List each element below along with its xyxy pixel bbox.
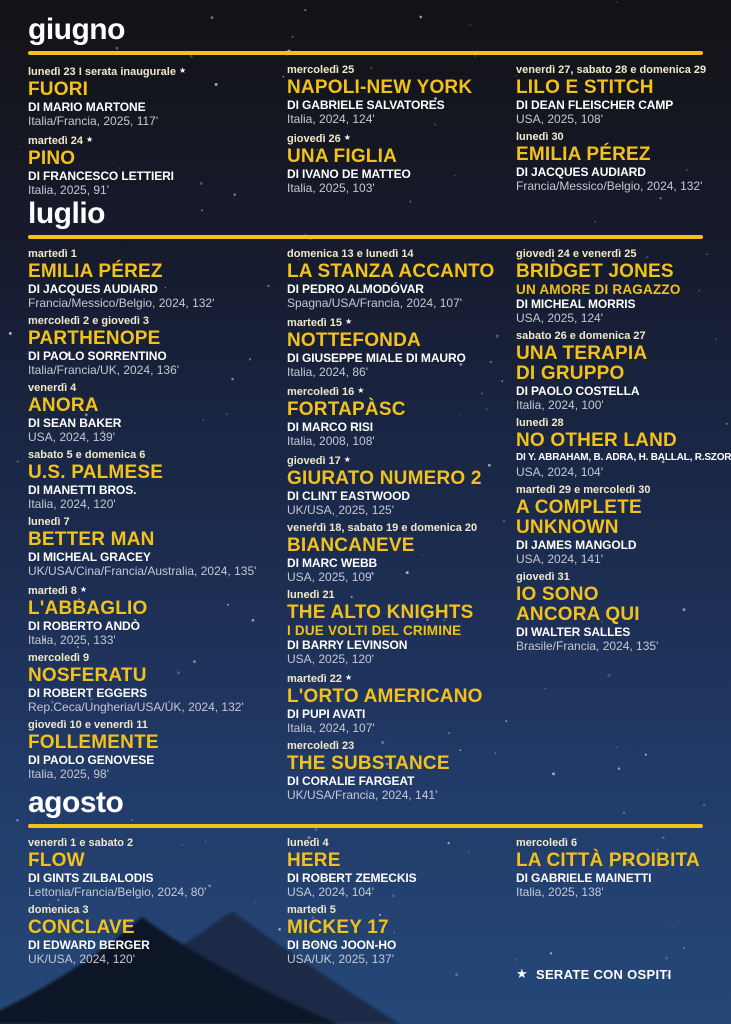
film-title [287, 687, 516, 707]
film-info: UK/USA, 2025, 125' [287, 503, 395, 517]
film-title-line: U.S. PALMESE [28, 462, 164, 483]
film-director: DI EDWARD BERGER [28, 938, 150, 952]
entry-date: mercoledì 9 [28, 652, 90, 664]
film-title [287, 147, 516, 167]
film-title [287, 918, 516, 938]
film-entry [28, 315, 287, 377]
film-title [28, 396, 287, 416]
month-rule [28, 235, 703, 239]
film-entry [287, 131, 516, 195]
film-director: DI PAOLO COSTELLA [516, 384, 640, 398]
film-title [28, 851, 287, 871]
film-director: DI BARRY LEVINSON [287, 638, 408, 652]
film-entry [28, 382, 287, 444]
entry-date: mercoledì 2 e giovedì 3 [28, 315, 150, 327]
film-entry [287, 589, 516, 666]
film-title-line: L'ORTO AMERICANO [287, 686, 483, 707]
film-director: DI MANETTI BROS. [28, 483, 137, 497]
film-director: DI MICHEAL GRACEY [28, 550, 151, 564]
film-director: DI DEAN FLEISCHER CAMP [516, 98, 674, 112]
film-title [28, 599, 287, 619]
entry-date: sabato 26 e domenica 27 [516, 330, 646, 342]
film-title [287, 400, 516, 420]
film-entry [28, 133, 287, 197]
legend [516, 966, 672, 982]
guest-star-icon: ★ [178, 66, 187, 75]
film-info: Italia, 2024, 124' [287, 112, 375, 126]
film-title [287, 754, 516, 774]
film-director: DI MICHEAL MORRIS [516, 297, 636, 311]
film-title-line: CONCLAVE [28, 917, 135, 938]
film-title-line: THE SUBSTANCE [287, 753, 450, 774]
film-director: DI PUPI AVATI [287, 707, 366, 721]
entry-date: mercoledì 16 ★ [287, 386, 365, 398]
film-info: Rep.Ceca/Ungheria/USA/UK, 2024, 132' [28, 700, 244, 714]
month-column [516, 64, 706, 202]
film-title-line: LA CITTÀ PROIBITA [516, 850, 700, 871]
film-info: Lettonia/Francia/Belgio, 2024, 80' [28, 885, 207, 899]
entry-date: martedì 24 ★ [28, 135, 94, 147]
film-director: DI ROBERTO ANDÒ [28, 619, 140, 633]
film-entry [28, 904, 287, 966]
film-entry [28, 516, 287, 578]
film-entry [287, 837, 516, 899]
film-entry [516, 131, 706, 193]
film-title [28, 329, 287, 349]
film-title-line: PINO [28, 148, 76, 169]
entry-date: mercoledì 25 [287, 64, 355, 76]
film-director: DI PAOLO SORRENTINO [28, 349, 167, 363]
film-title [516, 262, 731, 282]
entry-date: venerdì 4 [28, 382, 77, 394]
film-entry [287, 248, 516, 310]
film-director: DI BONG JOON-HO [287, 938, 397, 952]
film-info: USA/UK, 2025, 137' [287, 952, 395, 966]
film-title [287, 262, 516, 282]
film-info: Italia, 2025, 133' [28, 633, 116, 647]
film-director: DI MARCO RISI [287, 420, 374, 434]
month-section-giugno [28, 12, 707, 197]
film-director: DI ROBERT EGGERS [28, 686, 148, 700]
film-info: USA, 2024, 104' [516, 465, 604, 479]
film-title-line: ANCORA QUI [516, 604, 640, 625]
film-entry [516, 64, 706, 126]
film-subtitle: I DUE VOLTI DEL CRIMINE [287, 623, 462, 638]
entry-date: lunedì 4 [287, 837, 329, 849]
film-title [287, 78, 516, 98]
film-title-line: FOLLEMENTE [28, 732, 159, 753]
film-title [28, 149, 287, 169]
film-title-line: A COMPLETE [516, 497, 642, 518]
film-title-line: BETTER MAN [28, 529, 155, 550]
film-info: USA, 2025, 108' [516, 112, 604, 126]
film-title-line: THE ALTO KNIGHTS [287, 602, 474, 623]
film-entry [28, 248, 287, 310]
guest-star-icon: ★ [79, 585, 88, 594]
entry-date: venerdì 27, sabato 28 e domenica 29 [516, 64, 707, 76]
guest-star-icon: ★ [343, 133, 351, 142]
month-column [516, 248, 731, 807]
film-entry [28, 719, 287, 781]
entry-date: domenica 13 e lunedì 14 [287, 248, 414, 260]
film-entry [516, 571, 731, 653]
entry-date: lunedì 23 I serata inaugurale ★ [28, 66, 187, 78]
film-director: DI CLINT EASTWOOD [287, 489, 410, 503]
film-info: Italia, 2025, 103' [287, 181, 375, 195]
film-director: DI WALTER SALLES [516, 625, 631, 639]
legend-label: SERATE CON OSPITI [535, 966, 672, 982]
film-entry [287, 453, 516, 517]
film-title [516, 145, 706, 165]
entry-date: martedì 5 [287, 904, 336, 916]
month-title: agosto [28, 786, 124, 819]
months-container [28, 12, 731, 971]
film-title [28, 733, 287, 753]
film-subtitle: UN AMORE DI RAGAZZO [516, 282, 681, 297]
guest-star-icon: ★ [357, 386, 365, 395]
guest-star-icon: ★ [343, 455, 351, 464]
month-rule [28, 824, 703, 828]
film-director: DI SEAN BAKER [28, 416, 122, 430]
film-title [28, 918, 287, 938]
guest-star-icon: ★ [86, 135, 94, 144]
month-column [516, 837, 703, 971]
entry-date: lunedì 21 [287, 589, 335, 601]
entry-date: giovedì 10 e venerdì 11 [28, 719, 148, 731]
film-title [516, 585, 731, 625]
month-title: luglio [28, 197, 105, 230]
entry-date: giovedì 31 [516, 571, 570, 583]
film-title-line: UNA TERAPIA [516, 343, 648, 364]
film-director: DI GINTS ZILBALODIS [28, 871, 154, 885]
entry-date: lunedì 28 [516, 417, 564, 429]
film-entry [516, 417, 731, 479]
film-entry [516, 248, 731, 325]
film-director: DI FRANCESCO LETTIERI [28, 169, 174, 183]
film-info: Italia, 2024, 86' [287, 365, 369, 379]
film-entry [287, 522, 516, 584]
film-info: Francia/Messico/Belgio, 2024, 132' [28, 296, 215, 310]
film-title [28, 262, 287, 282]
film-info: Italia, 2025, 91' [28, 183, 110, 197]
film-info: USA, 2025, 124' [516, 311, 604, 325]
month-section-agosto [28, 785, 703, 971]
film-director: DI IVANO DE MATTEO [287, 167, 411, 181]
film-info: Italia, 2024, 107' [287, 721, 375, 735]
month-column [287, 837, 516, 971]
entry-date: mercoledì 6 [516, 837, 578, 849]
film-entry [287, 904, 516, 966]
film-title-line: NOTTEFONDA [287, 330, 421, 351]
film-entry [28, 837, 287, 899]
entry-date: mercoledì 23 [287, 740, 355, 752]
film-title-line: NOSFERATU [28, 665, 147, 686]
film-title-line: NO OTHER LAND [516, 430, 677, 451]
film-title [516, 78, 706, 98]
film-title [516, 851, 703, 871]
film-entry [287, 384, 516, 448]
film-title [516, 498, 731, 538]
entry-date: venerdì 18, sabato 19 e domenica 20 [287, 522, 478, 534]
film-title-line: MICKEY 17 [287, 917, 389, 938]
entry-date: sabato 5 e domenica 6 [28, 449, 146, 461]
film-title-line: IO SONO [516, 584, 599, 605]
entry-date: martedì 22 ★ [287, 673, 353, 685]
entry-date: martedì 29 e mercoledì 30 [516, 484, 651, 496]
film-info: Italia, 2024, 100' [516, 398, 604, 412]
film-title-line: L'ABBAGLIO [28, 598, 148, 619]
film-title-line: ANORA [28, 395, 99, 416]
film-info: Italia, 2025, 138' [516, 885, 604, 899]
film-title [516, 344, 731, 384]
film-title-line: FUORI [28, 79, 89, 100]
film-title-line: BRIDGET JONES [516, 261, 674, 282]
film-title [28, 463, 287, 483]
month-grid [28, 248, 731, 807]
film-info: UK/USA/Francia, 2024, 141' [287, 788, 438, 802]
film-info: Italia, 2025, 98' [28, 767, 110, 781]
film-title [287, 603, 516, 623]
film-info: USA, 2024, 139' [28, 430, 116, 444]
film-entry [516, 330, 731, 412]
film-title [28, 530, 287, 550]
entry-date: lunedì 30 [516, 131, 564, 143]
film-title-line: DI GRUPPO [516, 363, 625, 384]
month-column [28, 837, 287, 971]
film-title-line: HERE [287, 850, 341, 871]
film-title-line: FORTAPÀSC [287, 399, 406, 420]
guest-star-icon: ★ [345, 673, 353, 682]
film-director: DI CORALIE FARGEAT [287, 774, 415, 788]
film-entry [287, 315, 516, 379]
film-director: DI JACQUES AUDIARD [516, 165, 646, 179]
film-title-line: EMILIA PÉREZ [516, 144, 651, 165]
film-title [287, 331, 516, 351]
film-title-line: LILO E STITCH [516, 77, 654, 98]
film-entry [287, 671, 516, 735]
film-director: DI ROBERT ZEMECKIS [287, 871, 417, 885]
entry-date: martedì 1 [28, 248, 77, 260]
film-entry [28, 449, 287, 511]
guest-star-icon: ★ [345, 317, 353, 326]
star-icon: ★ [516, 966, 528, 981]
entry-date: martedì 8 ★ [28, 585, 88, 597]
film-director: DI PAOLO GENOVESE [28, 753, 155, 767]
film-title-line: NAPOLI-NEW YORK [287, 77, 473, 98]
film-info: Spagna/USA/Francia, 2024, 107' [287, 296, 463, 310]
film-entry [516, 484, 731, 566]
film-info: UK/USA, 2024, 120' [28, 952, 136, 966]
film-director: DI Y. ABRAHAM, B. ADRA, H. BALLAL, R.SZOR [516, 452, 731, 463]
entry-date: giovedì 26 ★ [287, 133, 351, 145]
month-column [287, 248, 516, 807]
film-info: USA, 2025, 120' [287, 652, 375, 666]
film-title [287, 851, 516, 871]
entry-date: venerdì 1 e sabato 2 [28, 837, 134, 849]
film-entry [516, 837, 703, 899]
film-title [287, 469, 516, 489]
film-title [516, 431, 731, 451]
film-title-line: GIURATO NUMERO 2 [287, 468, 482, 489]
film-director: DI MARIO MARTONE [28, 100, 146, 114]
film-director: DI GABRIELE MAINETTI [516, 871, 652, 885]
film-title-line: BIANCANEVE [287, 535, 415, 556]
film-title [287, 536, 516, 556]
entry-date: martedì 15 ★ [287, 317, 353, 329]
film-info: Italia/Francia/UK, 2024, 136' [28, 363, 180, 377]
film-info: USA, 2024, 141' [516, 552, 604, 566]
film-director: DI GABRIELE SALVATORES [287, 98, 445, 112]
month-grid [28, 837, 703, 971]
film-info: Italia, 2008, 108' [287, 434, 375, 448]
film-title-line: EMILIA PÉREZ [28, 261, 163, 282]
month-grid [28, 64, 707, 202]
film-entry [28, 64, 287, 128]
film-title-line: FLOW [28, 850, 85, 871]
film-title-line: LA STANZA ACCANTO [287, 261, 495, 282]
film-info: Italia, 2024, 120' [28, 497, 116, 511]
film-director: DI JAMES MANGOLD [516, 538, 637, 552]
film-entry [28, 652, 287, 714]
film-director: DI MARC WEBB [287, 556, 378, 570]
entry-date: giovedì 17 ★ [287, 455, 351, 467]
month-title: giugno [28, 13, 125, 46]
entry-date: domenica 3 [28, 904, 89, 916]
film-entry [287, 64, 516, 126]
entry-date: giovedì 24 e venerdì 25 [516, 248, 637, 260]
film-title [28, 666, 287, 686]
film-director: DI PEDRO ALMODÓVAR [287, 282, 424, 296]
month-rule [28, 51, 703, 55]
month-section-luglio [28, 196, 731, 802]
film-info: USA, 2025, 109' [287, 570, 375, 584]
film-title-line: PARTHENOPE [28, 328, 161, 349]
film-info: Francia/Messico/Belgio, 2024, 132' [516, 179, 703, 193]
film-director: DI GIUSEPPE MIALE DI MAURO [287, 351, 466, 365]
film-info: USA, 2024, 104' [287, 885, 375, 899]
film-director: DI JACQUES AUDIARD [28, 282, 158, 296]
film-info: UK/USA/Cina/Francia/Australia, 2024, 135' [28, 564, 257, 578]
film-info: Italia/Francia, 2025, 117' [28, 114, 159, 128]
month-column [28, 64, 287, 202]
month-column [287, 64, 516, 202]
film-title-line: UNKNOWN [516, 517, 619, 538]
film-entry [28, 583, 287, 647]
film-title [28, 80, 287, 100]
film-info: Brasile/Francia, 2024, 135' [516, 639, 659, 653]
film-title-line: UNA FIGLIA [287, 146, 398, 167]
entry-date: lunedì 7 [28, 516, 70, 528]
month-column [28, 248, 287, 807]
